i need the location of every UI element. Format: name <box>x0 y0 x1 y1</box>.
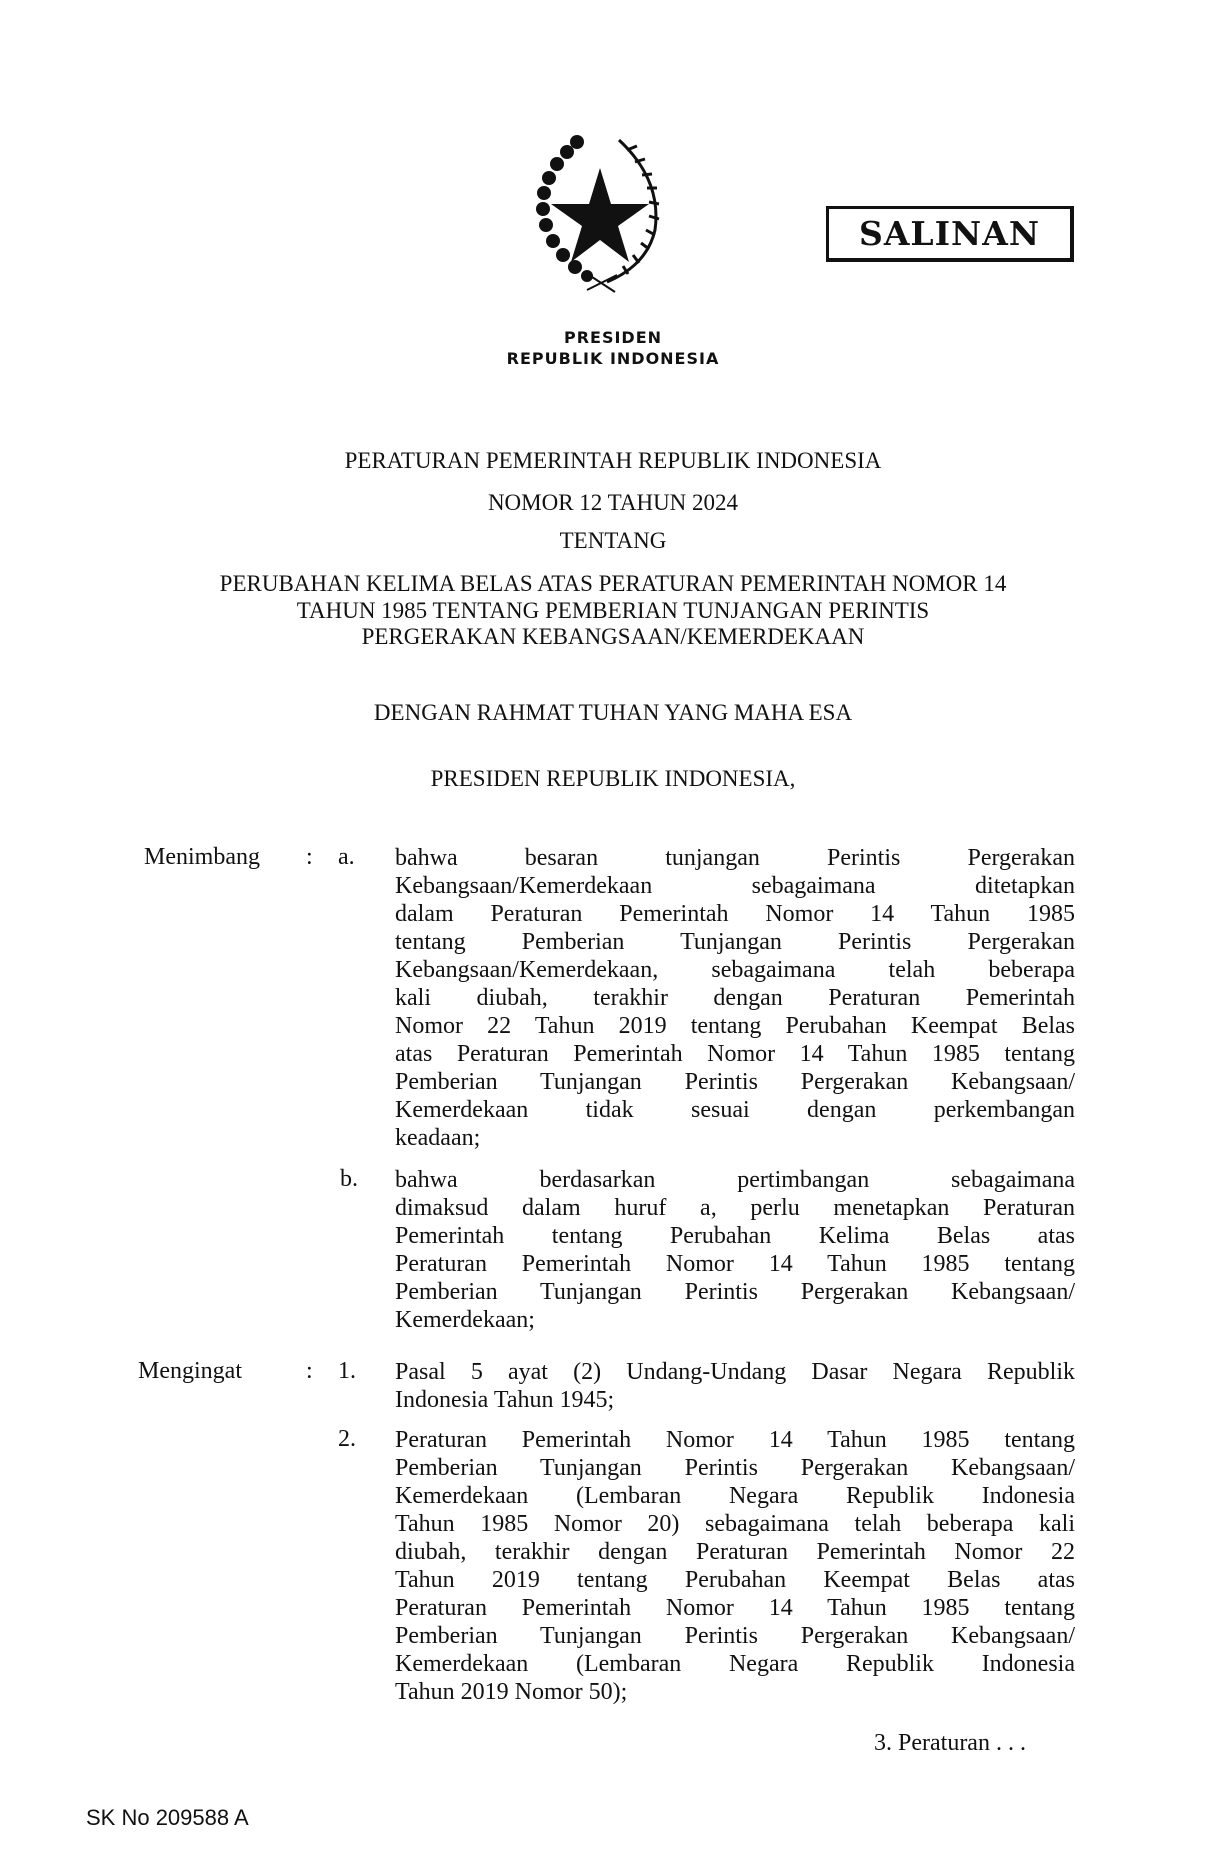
text-line: dimaksud dalam huruf a, perlu menetapkan Peraturan <box>395 1195 1075 1221</box>
text-line: kali diubah, terakhir dengan Peraturan Pemerintah <box>395 985 1075 1011</box>
invocation: DENGAN RAHMAT TUHAN YANG MAHA ESA <box>373 700 853 725</box>
text-line: bahwa besaran tunjangan Perintis Pergerakan <box>395 845 1075 871</box>
salinan-stamp: SALINAN <box>826 206 1074 262</box>
text-line: bahwa berdasarkan pertimbangan sebagaimana <box>395 1167 1075 1193</box>
text-line: Tahun 2019 tentang Perubahan Keempat Belas atas <box>395 1567 1075 1593</box>
text-line: Kemerdekaan (Lembaran Negara Republik Indonesia <box>395 1651 1075 1677</box>
text-line: Kebangsaan/Kemerdekaan sebagaimana ditetapkan <box>395 873 1075 899</box>
text-line: Peraturan Pemerintah Nomor 14 Tahun 1985 tentang <box>395 1595 1075 1621</box>
issuer: PRESIDEN REPUBLIK INDONESIA, <box>430 766 796 791</box>
text-line: diubah, terakhir dengan Peraturan Pemerintah Nomor 22 <box>395 1539 1075 1565</box>
text-line: Pemberian Tunjangan Perintis Pergerakan Kebangsaan/ <box>395 1069 1075 1095</box>
text-line: Kemerdekaan; <box>395 1307 535 1333</box>
star-icon <box>551 168 649 262</box>
item-marker: 1. <box>338 1358 356 1384</box>
text-line: Pemberian Tunjangan Perintis Pergerakan Kebangsaan/ <box>395 1455 1075 1481</box>
mengingat-item-2 <box>395 1426 1075 1706</box>
text-line: Tahun 1985 Nomor 20) sebagaimana telah beberapa kali <box>395 1511 1075 1537</box>
item-marker: a. <box>338 844 355 870</box>
text-line: Kebangsaan/Kemerdekaan, sebagaimana telah beberapa <box>395 957 1075 983</box>
text-line: tentang Pemberian Tunjangan Perintis Pergerakan <box>395 929 1075 955</box>
text-line: atas Peraturan Pemerintah Nomor 14 Tahun 1985 tentang <box>395 1041 1075 1067</box>
menimbang-item-a <box>395 844 1075 1152</box>
item-marker: b. <box>340 1166 358 1192</box>
menimbang-item-b <box>395 1166 1075 1334</box>
text-line: Pemberian Tunjangan Perintis Pergerakan Kebangsaan/ <box>395 1279 1075 1305</box>
mengingat-label: Mengingat <box>138 1358 242 1384</box>
menimbang-label: Menimbang <box>144 844 260 870</box>
text-line: Pasal 5 ayat (2) Undang-Undang Dasar Negara Republik <box>395 1359 1075 1385</box>
tentang-heading: TENTANG <box>559 528 667 553</box>
text-line: Kemerdekaan (Lembaran Negara Republik Indonesia <box>395 1483 1075 1509</box>
continuation-note: 3. Peraturan . . . <box>874 1730 1026 1756</box>
text-line: Indonesia Tahun 1945; <box>395 1387 615 1413</box>
item-marker: 2. <box>338 1426 356 1452</box>
text-line: Peraturan Pemerintah Nomor 14 Tahun 1985 tentang <box>395 1251 1075 1277</box>
menimbang-colon: : <box>306 844 313 870</box>
text-line: Pemberian Tunjangan Perintis Pergerakan Kebangsaan/ <box>395 1623 1075 1649</box>
text-line: Pemerintah tentang Perubahan Kelima Belas atas <box>395 1223 1075 1249</box>
mengingat-item-1 <box>395 1358 1075 1414</box>
mengingat-colon: : <box>306 1358 313 1384</box>
text-line: Peraturan Pemerintah Nomor 14 Tahun 1985 tentang <box>395 1427 1075 1453</box>
regulation-number: NOMOR 12 TAHUN 2024 <box>487 490 739 515</box>
presidential-seal-emblem <box>527 130 673 295</box>
subject-line: PERGERAKAN KEBANGSAAN/KEMERDEKAAN <box>361 624 865 649</box>
text-line: dalam Peraturan Pemerintah Nomor 14 Tahun 1985 <box>395 901 1075 927</box>
text-line: keadaan; <box>395 1125 481 1151</box>
office-line-2: REPUBLIK INDONESIA <box>506 349 720 368</box>
regulation-title: PERATURAN PEMERINTAH REPUBLIK INDONESIA <box>344 448 882 473</box>
regulation-subject <box>0 571 1226 651</box>
text-line: Nomor 22 Tahun 2019 tentang Perubahan Keempat Belas <box>395 1013 1075 1039</box>
office-line-1: PRESIDEN <box>563 328 663 347</box>
serial-number: SK No 209588 A <box>86 1805 249 1830</box>
text-line: Kemerdekaan tidak sesuai dengan perkembangan <box>395 1097 1075 1123</box>
subject-line: PERUBAHAN KELIMA BELAS ATAS PERATURAN PEMERINTAH NOMOR 14 <box>219 571 1007 596</box>
subject-line: TAHUN 1985 TENTANG PEMBERIAN TUNJANGAN PERINTIS <box>296 597 930 623</box>
text-line: Tahun 2019 Nomor 50); <box>395 1679 628 1705</box>
